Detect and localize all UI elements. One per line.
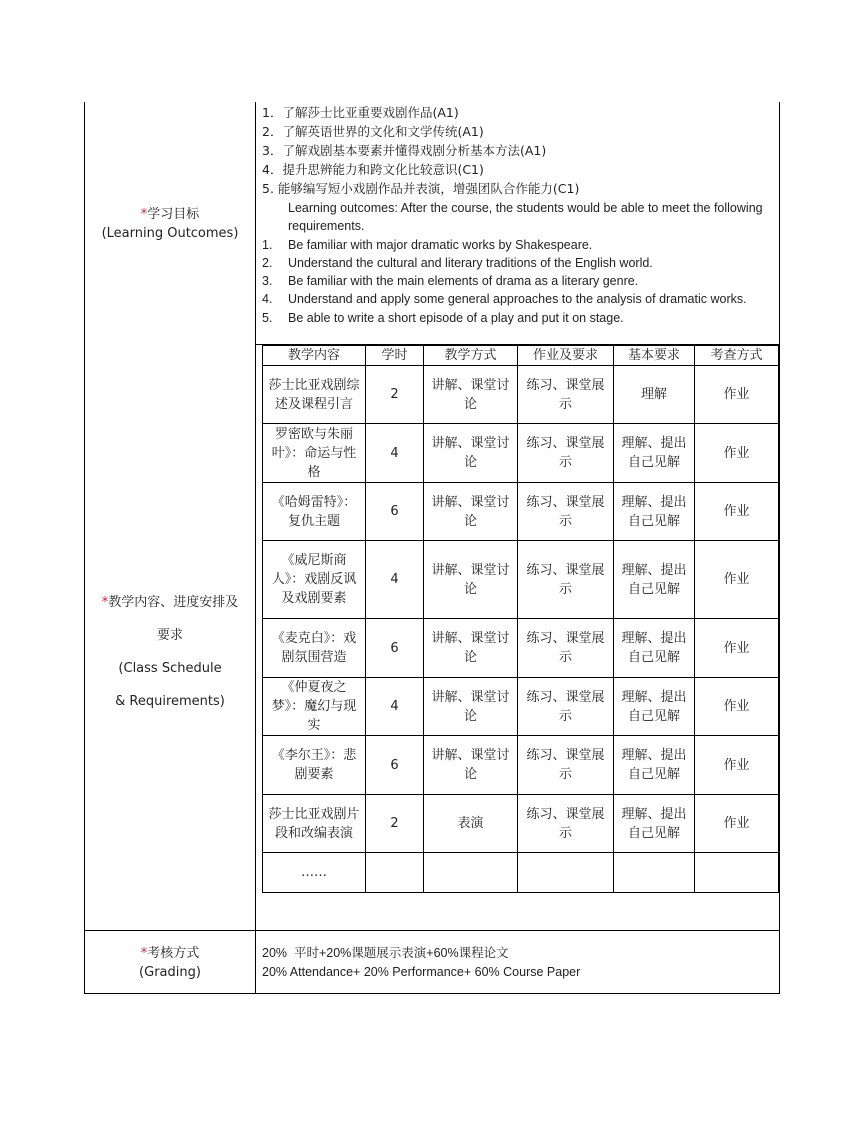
schedule-label-en-2: & Requirements) [115,694,225,709]
table-row [263,795,779,853]
schedule-label-cn-2: 要求 [156,628,183,643]
cell-content: 《仲夏夜之梦》：魔幻与现实 [263,678,366,736]
cell-requirement [614,853,695,893]
cell-assignment: 练习、课堂展示 [518,366,614,424]
cell-assessment: 作业 [695,795,779,853]
cell-assessment: 作业 [695,678,779,736]
cell-method: 讲解、课堂讨论 [424,483,518,541]
schedule-header-row [263,346,779,366]
cell-hours: 6 [366,619,424,678]
cell-method: 表演 [424,795,518,853]
objective-cn-3: 3．了解戏剧基本要素并懂得戏剧分析基本方法(A1) [262,143,547,158]
table-row [263,541,779,619]
required-marker: * [140,946,148,961]
header-assessment: 考查方式 [695,346,779,366]
header-requirement: 基本要求 [614,346,695,366]
table-row [263,853,779,893]
cell-hours: 4 [366,678,424,736]
objectives-en-intro: Learning outcomes: After the course, the students would be able to meet the following requirements. [288,201,763,234]
frame-divider [255,102,256,993]
cell-method: 讲解、课堂讨论 [424,366,518,424]
cell-requirement: 理解、提出自己见解 [614,541,695,619]
schedule-label [86,586,254,718]
objectives-en [262,199,772,327]
cell-method: 讲解、课堂讨论 [424,678,518,736]
frame-right-border [779,102,780,993]
cell-content: 罗密欧与朱丽叶》：命运与性格 [263,424,366,483]
learning-outcomes-label-en: (Learning Outcomes) [101,226,239,241]
cell-method [424,853,518,893]
table-row [263,483,779,541]
cell-assessment: 作业 [695,483,779,541]
grading-label-cn: 考核方式 [147,946,200,961]
objective-cn-2: 2．了解英语世界的文化和文学传统(A1) [262,124,484,139]
cell-hours: 2 [366,366,424,424]
cell-content: 莎士比亚戏剧片段和改编表演 [263,795,366,853]
objective-en-2: 2. Understand the cultural and literary traditions of the English world. [262,255,653,270]
cell-assignment: 练习、课堂展示 [518,736,614,795]
table-row [263,678,779,736]
cell-assignment: 练习、课堂展示 [518,541,614,619]
objective-en-1: 1. Be familiar with major dramatic works by Shakespeare. [262,237,593,252]
objective-cn-5: 5. 能够编写短小戏剧作品并表演，增强团队合作能力(C1) [262,181,580,196]
frame-bottom-border [84,993,780,994]
cell-hours: 4 [366,541,424,619]
cell-requirement: 理解、提出自己见解 [614,736,695,795]
table-row [263,619,779,678]
objective-en-4: 4. Understand and apply some general approaches to the analysis of dramatic works. [262,292,747,307]
cell-requirement: 理解、提出自己见解 [614,424,695,483]
header-assignment: 作业及要求 [518,346,614,366]
cell-content: 莎士比亚戏剧综述及课程引言 [263,366,366,424]
objective-cn-4: 4．提升思辨能力和跨文化比较意识(C1) [262,162,484,177]
schedule-table [262,345,779,893]
header-content: 教学内容 [263,346,366,366]
cell-assessment [695,853,779,893]
cell-requirement: 理解、提出自己见解 [614,795,695,853]
cell-content: 《威尼斯商人》：戏剧反讽及戏剧要素 [263,541,366,619]
grading-line-en: 20% Attendance+ 20% Performance+ 60% Course Paper [262,965,581,979]
cell-content: 《哈姆雷特》：复仇主题 [263,483,366,541]
schedule-label-en-1: (Class Schedule [118,661,222,676]
cell-assessment: 作业 [695,424,779,483]
grading-label-en: (Grading) [139,965,201,980]
cell-hours: 6 [366,736,424,795]
cell-content: …… [263,853,366,893]
grading-content [262,944,580,982]
learning-outcomes-label-cn: 学习目标 [147,207,200,222]
cell-assessment: 作业 [695,366,779,424]
cell-method: 讲解、课堂讨论 [424,541,518,619]
frame-left-border [84,102,85,993]
row-divider-grading [84,930,780,931]
cell-hours: 2 [366,795,424,853]
required-marker: * [101,595,109,610]
cell-hours [366,853,424,893]
objective-cn-1: 1．了解莎士比亚重要戏剧作品(A1) [262,105,459,120]
cell-assignment: 练习、课堂展示 [518,424,614,483]
cell-assignment: 练习、课堂展示 [518,619,614,678]
required-marker: * [140,207,148,222]
learning-outcomes-label [86,205,254,243]
cell-assignment [518,853,614,893]
cell-assignment: 练习、课堂展示 [518,483,614,541]
cell-content: 《麦克白》：戏剧氛围营造 [263,619,366,678]
cell-assignment: 练习、课堂展示 [518,795,614,853]
grading-line-cn: 20% 平时+20%课题展示表演+60%课程论文 [262,946,509,960]
cell-assessment: 作业 [695,541,779,619]
header-method: 教学方式 [424,346,518,366]
cell-method: 讲解、课堂讨论 [424,619,518,678]
objective-en-3: 3. Be familiar with the main elements of drama as a literary genre. [262,274,639,289]
table-row [263,366,779,424]
cell-method: 讲解、课堂讨论 [424,736,518,795]
cell-requirement: 理解、提出自己见解 [614,678,695,736]
grading-label [86,944,254,982]
cell-requirement: 理解 [614,366,695,424]
schedule-label-cn-1: 教学内容、进度安排及 [108,595,239,610]
cell-requirement: 理解、提出自己见解 [614,619,695,678]
cell-assessment: 作业 [695,736,779,795]
cell-hours: 6 [366,483,424,541]
table-row [263,424,779,483]
objective-en-5: 5. Be able to write a short episode of a play and put it on stage. [262,310,624,325]
cell-assessment: 作业 [695,619,779,678]
cell-assignment: 练习、课堂展示 [518,678,614,736]
cell-requirement: 理解、提出自己见解 [614,483,695,541]
cell-content: 《李尔王》：悲剧要素 [263,736,366,795]
cell-hours: 4 [366,424,424,483]
cell-method: 讲解、课堂讨论 [424,424,518,483]
header-hours: 学时 [366,346,424,366]
table-row [263,736,779,795]
